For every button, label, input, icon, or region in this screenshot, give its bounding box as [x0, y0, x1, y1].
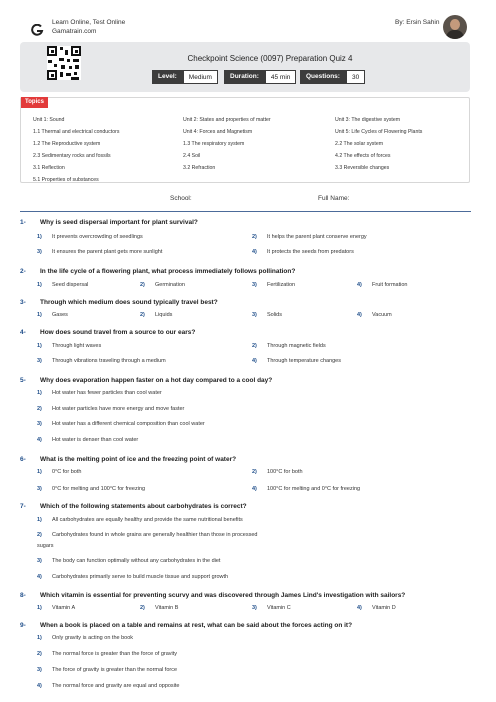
questions-meta — [300, 70, 365, 84]
question-text: Which of the following statements about carbohydrates is correct? — [40, 503, 247, 510]
topics-tab: Topics — [21, 97, 48, 108]
topic-item: 3.2 Refraction — [183, 165, 216, 171]
option-number[interactable]: 1) — [37, 343, 42, 349]
option-number[interactable]: 2) — [140, 312, 145, 318]
option-text[interactable]: Hot water is denser than cool water — [52, 437, 139, 443]
quiz-title: Checkpoint Science (0097) Preparation Quiz 4 — [187, 54, 353, 63]
option-number[interactable]: 2) — [252, 469, 257, 475]
question-number: 2- — [20, 268, 26, 275]
question-number: 1- — [20, 219, 26, 226]
option-text[interactable]: Fertilization — [267, 282, 296, 288]
option-text[interactable]: Gases — [52, 312, 68, 318]
questions-value: 30 — [346, 70, 365, 84]
option-text[interactable]: Hot water particles have more energy and move faster — [52, 406, 185, 412]
option-number[interactable]: 4) — [357, 312, 362, 318]
option-number[interactable]: 1) — [37, 469, 42, 475]
option-text[interactable]: Seed dispersal — [52, 282, 89, 288]
option-number[interactable]: 4) — [252, 358, 257, 364]
question-text: Why does evaporation happen faster on a hot day compared to a cool day? — [40, 377, 273, 384]
questions-label: Questions: — [300, 70, 346, 84]
option-number[interactable]: 3) — [37, 249, 42, 255]
duration-meta — [224, 70, 296, 84]
option-text[interactable]: Through magnetic fields — [267, 343, 326, 349]
topic-item: 3.1 Reflection — [33, 165, 65, 171]
topic-item: 2.2 The solar system — [335, 141, 384, 147]
option-text[interactable]: The force of gravity is greater than the normal force — [52, 667, 178, 673]
option-text[interactable]: It ensures the parent plant gets more sunlight — [52, 249, 163, 255]
question-number: 7- — [20, 503, 26, 510]
option-text[interactable]: Vacuum — [372, 312, 392, 318]
option-text[interactable]: Liquids — [155, 312, 173, 318]
option-number[interactable]: 3) — [37, 486, 42, 492]
question-number: 3- — [20, 299, 26, 306]
duration-value: 45 min — [265, 70, 297, 84]
question-number: 4- — [20, 329, 26, 336]
option-number[interactable]: 1) — [37, 234, 42, 240]
option-number[interactable]: 1) — [37, 390, 42, 396]
topic-item: 4.2 The effects of forces — [335, 153, 391, 159]
topic-item: 1.1 Thermal and electrical conductors — [33, 129, 120, 135]
question-number: 8- — [20, 592, 26, 599]
topic-item: 2.4 Soil — [183, 153, 201, 159]
option-text[interactable]: All carbohydrates are equally healthy and provide the same nutritional benefits — [52, 517, 243, 523]
option-text[interactable]: Vitamin C — [267, 605, 291, 611]
option-number[interactable]: 4) — [37, 683, 42, 689]
question-number: 5- — [20, 377, 26, 384]
brand-tagline: Learn Online, Test Online — [52, 19, 126, 26]
question-text: Through which medium does sound typically travel best? — [40, 299, 218, 306]
option-text[interactable]: Vitamin D — [372, 605, 396, 611]
option-number[interactable]: 1) — [37, 517, 42, 523]
topics-box — [20, 97, 470, 183]
quiz-header-panel — [20, 42, 470, 92]
question-number: 9- — [20, 622, 26, 629]
option-text[interactable]: Carbohydrates found in whole grains are generally healthier than those in processed — [52, 532, 258, 538]
option-number[interactable]: 4) — [252, 486, 257, 492]
topic-item: Unit 1: Sound — [33, 117, 65, 123]
option-text[interactable]: Hot water has a different chemical composition than cool water — [52, 421, 205, 427]
gamatrain-logo-icon — [30, 24, 44, 36]
fullname-label: Full Name: — [318, 195, 350, 202]
option-text[interactable]: Germination — [155, 282, 185, 288]
school-label: School: — [170, 195, 192, 202]
option-number[interactable]: 2) — [37, 651, 42, 657]
option-text[interactable]: Through temperature changes — [267, 358, 341, 364]
option-number[interactable]: 1) — [37, 312, 42, 318]
level-value: Medium — [183, 70, 218, 84]
option-text[interactable]: 0°C for both — [52, 469, 82, 475]
topic-item: 1.2 The Reproductive system — [33, 141, 101, 147]
option-text[interactable]: Solids — [267, 312, 282, 318]
topic-item: Unit 5: Life Cycles of Flowering Plants — [335, 129, 423, 135]
option-text[interactable]: 0°C for melting and 100°C for freezing — [52, 486, 146, 492]
question-text: What is the melting point of ice and the freezing point of water? — [40, 456, 237, 463]
option-number[interactable]: 4) — [37, 437, 42, 443]
option-number[interactable]: 4) — [37, 574, 42, 580]
level-meta — [152, 70, 218, 84]
option-number[interactable]: 3) — [252, 282, 257, 288]
question-text: When a book is placed on a table and remains at rest, what can be said about the forces acting on it? — [40, 622, 353, 629]
topic-item: Unit 3: The digestive system — [335, 117, 401, 123]
option-number[interactable]: 3) — [37, 358, 42, 364]
top-bar — [0, 0, 496, 40]
option-text[interactable]: Vitamin B — [155, 605, 179, 611]
option-text[interactable]: 100°C for both — [267, 469, 303, 475]
option-number[interactable]: 2) — [37, 532, 42, 538]
option-text[interactable]: The body can function optimally without any carbohydrates in the diet — [52, 558, 221, 564]
option-text[interactable]: Carbohydrates primarily serve to build muscle tissue and support growth — [52, 574, 229, 580]
option-number[interactable]: 3) — [252, 312, 257, 318]
option-text[interactable]: Fruit formation — [372, 282, 408, 288]
option-number[interactable]: 2) — [252, 234, 257, 240]
option-text[interactable]: Vitamin A — [52, 605, 76, 611]
option-text[interactable]: The normal force and gravity are equal and opposite — [52, 683, 180, 689]
brand-site[interactable]: Gamatrain.com — [52, 28, 97, 35]
topic-item: Unit 2: States and properties of matter — [183, 117, 271, 123]
duration-label: Duration: — [224, 70, 265, 84]
divider — [20, 211, 471, 212]
option-number[interactable]: 2) — [37, 406, 42, 412]
question-text: Why is seed dispersal important for plant survival? — [40, 219, 198, 226]
option-text[interactable]: Hot water has fewer particles than cool water — [52, 390, 162, 396]
topic-item: 1.3 The respiratory system — [183, 141, 245, 147]
option-number[interactable]: 2) — [252, 343, 257, 349]
level-label: Level: — [152, 70, 183, 84]
question-text: In the life cycle of a flowering plant, what process immediately follows pollination? — [40, 268, 296, 275]
option-text[interactable]: It protects the seeds from predators — [267, 249, 354, 255]
option-text[interactable]: The normal force is greater than the force of gravity — [52, 651, 178, 657]
option-number[interactable]: 3) — [37, 421, 42, 427]
option-text[interactable]: Only gravity is acting on the book — [52, 635, 134, 641]
topic-item: 3.3 Reversible changes — [335, 165, 390, 171]
option-number[interactable]: 4) — [357, 605, 362, 611]
option-text[interactable]: 100°C for melting and 0°C for freezing — [267, 486, 361, 492]
avatar — [443, 15, 467, 39]
question-number: 6- — [20, 456, 26, 463]
option-number[interactable]: 1) — [37, 635, 42, 641]
question-text: How does sound travel from a source to our ears? — [40, 329, 196, 336]
option-number[interactable]: 1) — [37, 605, 42, 611]
option-number[interactable]: 1) — [37, 282, 42, 288]
option-text[interactable]: Through vibrations traveling through a medium — [52, 358, 166, 364]
option-text-continued[interactable]: sugars — [37, 543, 54, 549]
topic-item: 5.1 Properties of substances — [33, 177, 99, 183]
qr-code-icon — [47, 46, 81, 80]
option-text[interactable]: Through light waves — [52, 343, 102, 349]
option-number[interactable]: 4) — [357, 282, 362, 288]
option-number[interactable]: 2) — [140, 282, 145, 288]
option-number[interactable]: 3) — [252, 605, 257, 611]
topic-item: 2.3 Sedimentary rocks and fossils — [33, 153, 111, 159]
option-number[interactable]: 4) — [252, 249, 257, 255]
option-number[interactable]: 3) — [37, 558, 42, 564]
option-text[interactable]: It helps the parent plant conserve energy — [267, 234, 367, 240]
author-name: By: Ersin Sahin — [395, 19, 440, 26]
option-number[interactable]: 2) — [140, 605, 145, 611]
option-text[interactable]: It prevents overcrowding of seedlings — [52, 234, 143, 240]
question-text: Which vitamin is essential for preventing scurvy and was discovered through James Lind's investigation with sailors? — [40, 592, 406, 599]
option-number[interactable]: 3) — [37, 667, 42, 673]
topic-item: Unit 4: Forces and Magnetism — [183, 129, 253, 135]
